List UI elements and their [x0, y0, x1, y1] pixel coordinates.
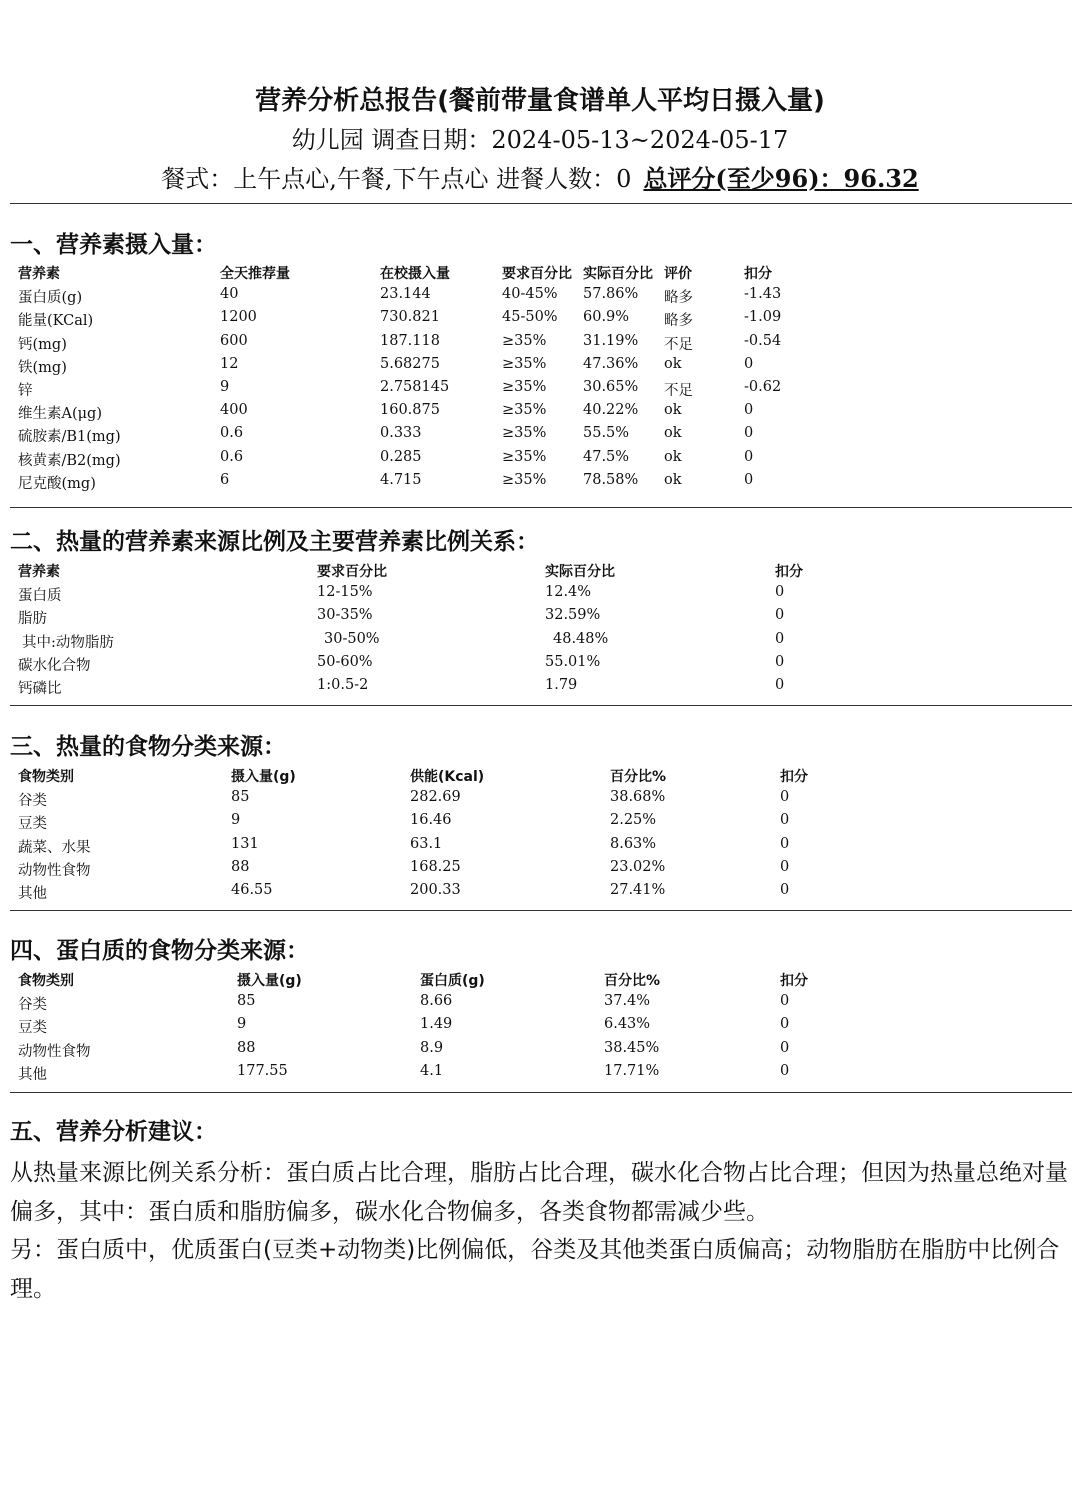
- section-3-title: 三、热量的食物分类来源：: [10, 734, 286, 760]
- table-cell: 0: [775, 653, 785, 670]
- meal-info: 餐式：上午点心,午餐,下午点心 进餐人数：0: [161, 165, 632, 193]
- table-cell: 40.22%: [583, 402, 639, 419]
- table-cell: 0.6: [220, 448, 244, 465]
- table-cell: 12: [220, 355, 239, 372]
- section-2-title: 二、热量的营养素来源比例及主要营养素比例关系：: [10, 529, 539, 555]
- divider: [10, 705, 1072, 706]
- table-cell: 锌: [18, 383, 33, 399]
- table-cell: 730.821: [380, 309, 440, 326]
- section-1-title: 一、营养素摄入量：: [10, 232, 217, 258]
- column-header: 食物类别: [18, 769, 74, 785]
- table-cell: 60.9%: [583, 309, 630, 326]
- table-cell: 31.19%: [583, 332, 639, 349]
- table-cell: 40-45%: [502, 286, 558, 303]
- table-cell: ≥35%: [502, 332, 547, 349]
- column-header: 营养素: [18, 266, 60, 282]
- table-cell: 0: [780, 882, 790, 898]
- table-cell: 0: [780, 993, 790, 1010]
- table-cell: -0.54: [744, 332, 782, 349]
- table-cell: 蛋白质: [18, 588, 62, 605]
- table-cell: -1.09: [744, 309, 782, 326]
- table-cell: 45-50%: [502, 309, 558, 326]
- table-cell: 47.36%: [583, 355, 639, 372]
- table-cell: 能量(KCal): [18, 313, 94, 330]
- table-cell: 其他: [18, 1066, 47, 1083]
- table-cell: 0: [744, 448, 754, 465]
- table-cell: 0.333: [380, 425, 422, 442]
- column-header: 全天推荐量: [220, 266, 290, 282]
- divider: [10, 507, 1072, 508]
- table-cell: 1.79: [545, 677, 578, 693]
- table-cell: ≥35%: [502, 402, 547, 419]
- table-cell: 160.875: [380, 402, 440, 419]
- table-cell: 27.41%: [610, 882, 666, 898]
- table-cell: 0: [744, 471, 754, 488]
- table-cell: 47.5%: [583, 448, 630, 465]
- advice-paragraph: 另：蛋白质中，优质蛋白(豆类+动物类)比例偏低，谷类及其他类蛋白质偏高；动物脂肪在脂肪中比例合理。: [10, 1237, 1060, 1302]
- table-cell: ≥35%: [502, 471, 547, 488]
- table-cell: 碳水化合物: [18, 657, 91, 674]
- table-cell: 豆类: [18, 1020, 47, 1037]
- table-cell: -1.43: [744, 286, 782, 303]
- table-cell: 78.58%: [583, 471, 639, 488]
- table-cell: 16.46: [410, 812, 452, 829]
- table-cell: 23.02%: [610, 858, 666, 875]
- table-cell: 0.6: [220, 425, 244, 442]
- section-4-title: 四、蛋白质的食物分类来源：: [10, 938, 309, 964]
- table-cell: 131: [231, 835, 259, 852]
- table-cell: 核黄素/B2(mg): [18, 452, 121, 469]
- table-cell: 48.48%: [553, 630, 609, 647]
- table-cell: 其他: [18, 886, 47, 902]
- advice-text: [10, 1154, 1075, 1308]
- table-cell: 铁(mg): [18, 359, 67, 376]
- report-meta: [0, 159, 1080, 194]
- table-cell: 0: [780, 858, 790, 875]
- table-cell: 57.86%: [583, 286, 639, 303]
- table-cell: 维生素A(μg): [18, 406, 102, 423]
- table-cell: 17.71%: [604, 1062, 660, 1079]
- table-cell: 豆类: [18, 816, 47, 833]
- table-cell: 6: [220, 471, 230, 488]
- table-cell: 55.01%: [545, 653, 601, 670]
- table-cell: ok: [664, 425, 682, 442]
- table-cell: 钙磷比: [18, 681, 62, 697]
- table-cell: 8.63%: [610, 835, 657, 852]
- table-cell: 0: [780, 1062, 790, 1079]
- table-cell: 0: [744, 355, 754, 372]
- table-cell: 30-50%: [324, 630, 380, 647]
- column-header: 蛋白质(g): [420, 973, 485, 989]
- table-cell: 略多: [664, 290, 693, 307]
- table-cell: 不足: [664, 336, 693, 353]
- column-header: 要求百分比: [502, 266, 572, 282]
- column-header: 扣分: [780, 769, 808, 785]
- table-cell: 不足: [664, 383, 693, 399]
- table-cell: 282.69: [410, 789, 461, 806]
- table-cell: 0: [780, 1016, 790, 1033]
- table-cell: ≥35%: [502, 379, 547, 395]
- table-cell: 2.758145: [380, 379, 450, 395]
- table-cell: 0: [780, 1039, 790, 1056]
- table-cell: 蔬菜、水果: [18, 839, 91, 856]
- table-cell: 400: [220, 402, 248, 419]
- table-cell: 4.715: [380, 471, 422, 488]
- table-cell: 85: [231, 789, 250, 806]
- table-cell: 0: [775, 584, 785, 601]
- table-cell: 23.144: [380, 286, 431, 303]
- table-cell: 0: [744, 402, 754, 419]
- total-score: 总评分(至少96)：96.32: [643, 164, 919, 193]
- column-header: 在校摄入量: [380, 266, 450, 282]
- report-subtitle: 幼儿园 调查日期：2024-05-13~2024-05-17: [291, 126, 789, 154]
- table-cell: 0: [744, 425, 754, 442]
- table-cell: 88: [231, 858, 250, 875]
- table-cell: ≥35%: [502, 425, 547, 442]
- table-cell: 50-60%: [317, 653, 373, 670]
- table-cell: -0.62: [744, 379, 782, 395]
- column-header: 百分比%: [610, 769, 667, 785]
- table-cell: 37.4%: [604, 993, 651, 1010]
- column-header: 食物类别: [18, 973, 74, 989]
- table-cell: 1200: [220, 309, 257, 326]
- table-cell: 蛋白质(g): [18, 290, 83, 307]
- table-cell: ok: [664, 355, 682, 372]
- table-cell: 谷类: [18, 997, 47, 1014]
- table-cell: 尼克酸(mg): [18, 475, 96, 492]
- table-cell: 0: [775, 607, 785, 624]
- table-cell: 9: [220, 379, 230, 395]
- table-cell: 0.285: [380, 448, 422, 465]
- table-cell: 9: [231, 812, 241, 829]
- column-header: 要求百分比: [317, 564, 387, 580]
- table-cell: 38.68%: [610, 789, 666, 806]
- column-header: 评价: [664, 266, 692, 282]
- table-cell: 85: [237, 993, 256, 1010]
- table-cell: 谷类: [18, 793, 47, 810]
- table-cell: 6.43%: [604, 1016, 651, 1033]
- table-cell: 30-35%: [317, 607, 373, 624]
- table-cell: 38.45%: [604, 1039, 660, 1056]
- column-header: 扣分: [780, 973, 808, 989]
- column-header: 摄入量(g): [231, 769, 296, 785]
- table-cell: 187.118: [380, 332, 440, 349]
- table-cell: 63.1: [410, 835, 443, 852]
- column-header: 供能(Kcal): [410, 769, 485, 785]
- advice-paragraph: 从热量来源比例关系分析：蛋白质占比合理，脂肪占比合理，碳水化合物占比合理；但因为热量总绝对量偏多，其中：蛋白质和脂肪偏多，碳水化合物偏多，各类食物都需减少些。: [10, 1160, 1068, 1225]
- table-cell: 8.66: [420, 993, 453, 1010]
- table-cell: 177.55: [237, 1062, 288, 1079]
- divider: [10, 203, 1072, 204]
- table-cell: 硫胺素/B1(mg): [18, 429, 121, 446]
- table-cell: 32.59%: [545, 607, 601, 624]
- table-cell: 12-15%: [317, 584, 373, 601]
- table-cell: 5.68275: [380, 355, 440, 372]
- table-cell: 2.25%: [610, 812, 657, 829]
- table-cell: 0: [775, 630, 785, 647]
- table-cell: 168.25: [410, 858, 461, 875]
- column-header: 扣分: [775, 564, 803, 580]
- divider: [10, 910, 1072, 911]
- table-cell: 40: [220, 286, 239, 303]
- table-cell: 0: [780, 835, 790, 852]
- table-cell: 12.4%: [545, 584, 592, 601]
- table-cell: 8.9: [420, 1039, 444, 1056]
- table-cell: ok: [664, 471, 682, 488]
- table-cell: 46.55: [231, 882, 273, 898]
- section-5-title: 五、营养分析建议：: [10, 1119, 217, 1145]
- column-header: 营养素: [18, 564, 60, 580]
- table-cell: 9: [237, 1016, 247, 1033]
- column-header: 摄入量(g): [237, 973, 302, 989]
- table-cell: 动物性食物: [18, 862, 91, 879]
- table-cell: ok: [664, 402, 682, 419]
- table-cell: 1:0.5-2: [317, 677, 369, 693]
- table-cell: ≥35%: [502, 448, 547, 465]
- table-cell: 200.33: [410, 882, 461, 898]
- table-cell: 略多: [664, 313, 693, 330]
- table-cell: 0: [775, 677, 785, 693]
- column-header: 实际百分比: [545, 564, 615, 580]
- table-cell: 钙(mg): [18, 336, 67, 353]
- table-cell: 600: [220, 332, 248, 349]
- table-cell: 脂肪: [18, 611, 47, 628]
- table-cell: 88: [237, 1039, 256, 1056]
- table-cell: 55.5%: [583, 425, 630, 442]
- table-cell: ok: [664, 448, 682, 465]
- table-cell: 0: [780, 812, 790, 829]
- table-cell: ≥35%: [502, 355, 547, 372]
- table-cell: 0: [780, 789, 790, 806]
- table-cell: 30.65%: [583, 379, 639, 395]
- table-cell: 1.49: [420, 1016, 453, 1033]
- column-header: 实际百分比: [583, 266, 653, 282]
- table-cell: 动物性食物: [18, 1043, 91, 1060]
- report-title: 营养分析总报告(餐前带量食谱单人平均日摄入量): [255, 86, 825, 116]
- column-header: 扣分: [744, 266, 772, 282]
- column-header: 百分比%: [604, 973, 661, 989]
- table-cell: 其中:动物脂肪: [22, 634, 114, 651]
- divider: [10, 1092, 1072, 1093]
- table-cell: 4.1: [420, 1062, 444, 1079]
